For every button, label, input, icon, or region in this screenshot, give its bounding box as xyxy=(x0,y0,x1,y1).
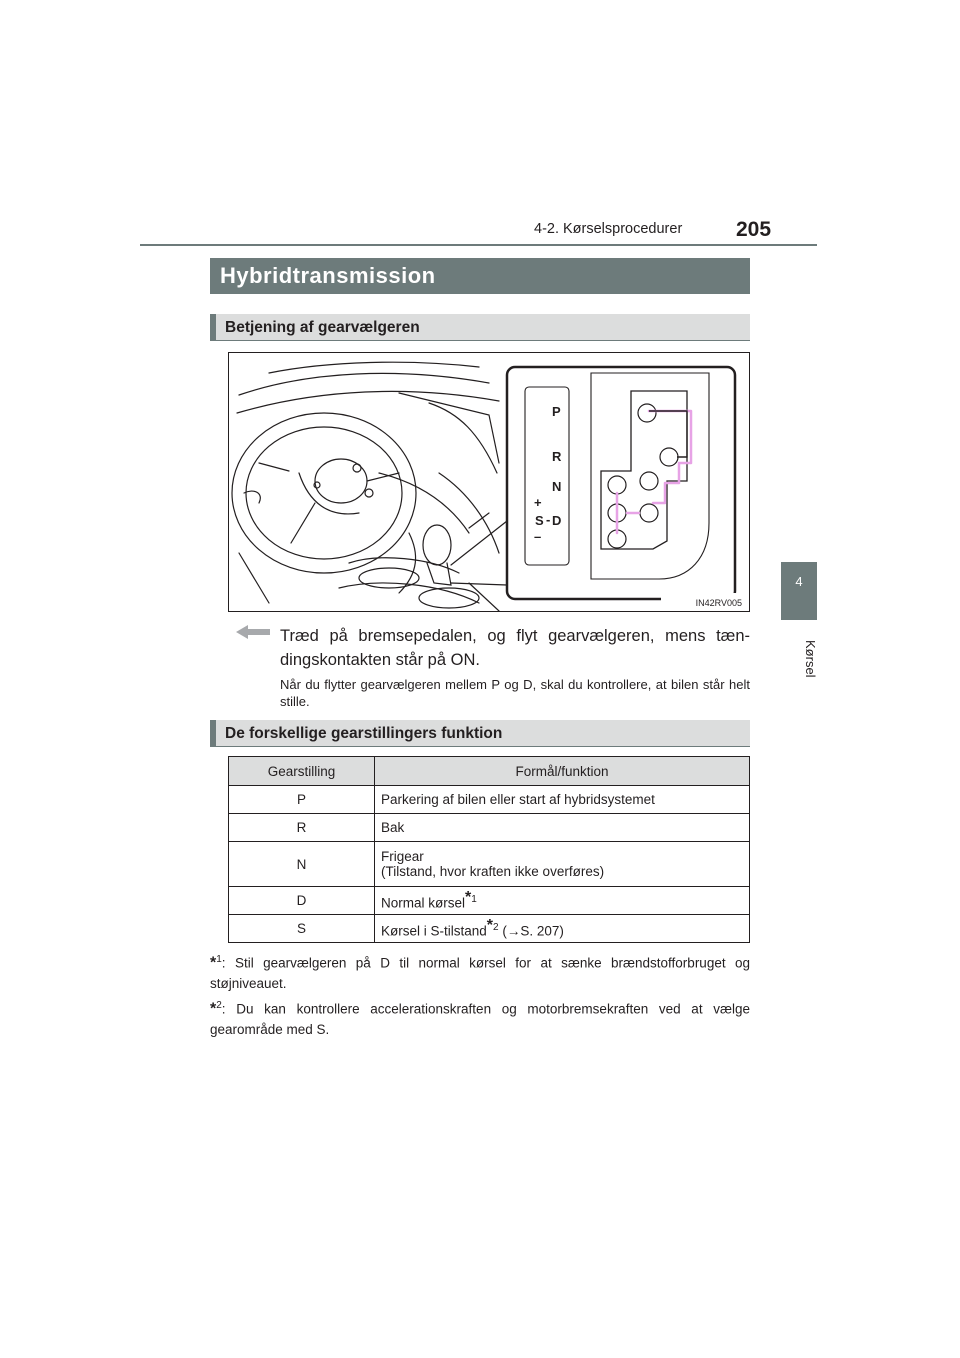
footnote-star: * xyxy=(465,889,472,907)
footnote-marker: * xyxy=(210,954,217,972)
table-cell-function xyxy=(375,842,750,887)
table-row xyxy=(229,786,750,814)
gate-label-plus: + xyxy=(534,495,542,510)
table-cell-function: Parkering af bilen eller start af hybridsystemet xyxy=(375,786,750,814)
footnote-1 xyxy=(210,950,750,994)
table-cell-position: N xyxy=(229,842,375,887)
gate-label-r: R xyxy=(552,449,562,464)
gate-label-s: S xyxy=(535,513,544,528)
gate-label-minus: – xyxy=(534,529,542,544)
chapter-header: 4-2. Kørselsprocedurer xyxy=(534,221,683,237)
footnote-marker: * xyxy=(210,1000,217,1018)
instruction-text: Træd på bremsepedalen, og flyt gearvælgeren, mens tæn-dingskontakten står på ON. xyxy=(280,627,750,669)
footnote-ref: 1 xyxy=(471,894,477,906)
chapter-tab xyxy=(781,562,817,620)
footnote-ref: 2 xyxy=(493,922,499,934)
function-text: Kørsel i S-tilstand xyxy=(381,923,487,939)
table-cell-position: R xyxy=(229,814,375,842)
cabin-illustration xyxy=(229,353,750,612)
page-reference: (→S. 207) xyxy=(498,923,564,939)
gate-label-p: P xyxy=(552,404,561,419)
table-row xyxy=(229,887,750,915)
table-cell-position: D xyxy=(229,887,375,915)
footnote-2 xyxy=(210,996,750,1040)
table-row xyxy=(229,842,750,887)
subsection-heading-operation: Betjening af gearvælgeren xyxy=(210,314,750,341)
table-cell-function xyxy=(375,887,750,915)
table-header-row xyxy=(229,757,750,786)
gear-selector-figure xyxy=(228,352,750,612)
section-title: Hybridtransmission xyxy=(210,258,750,294)
arrow-left-icon xyxy=(236,624,270,640)
table-row xyxy=(229,814,750,842)
table-cell-position: S xyxy=(229,915,375,943)
gate-label-n: N xyxy=(552,479,562,494)
column-header-position: Gearstilling xyxy=(229,757,375,786)
footnote-number: 2 xyxy=(216,1000,222,1011)
table-cell-position: P xyxy=(229,786,375,814)
subsection-heading-functions: De forskellige gearstillingers funktion xyxy=(210,720,750,747)
gate-label-dash: - xyxy=(546,512,551,527)
figure-code: IN42RV005 xyxy=(695,598,742,608)
header-rule xyxy=(140,244,817,246)
instruction-note: Når du flytter gearvælgeren mellem P og D, skal du kontrollere, at bilen står helt stille. xyxy=(280,677,750,709)
table-row xyxy=(229,915,750,943)
gear-function-table xyxy=(228,756,750,943)
footnote-text: : Stil gearvælgeren på D til normal kørsel for at sænke brændstofforbruget og støjniveauet. xyxy=(210,955,750,991)
function-line-1: Frigear xyxy=(381,849,424,864)
chapter-tab-number: 4 xyxy=(795,574,803,589)
table-cell-function: Bak xyxy=(375,814,750,842)
chapter-side-label: Kørsel xyxy=(803,640,818,678)
column-header-function: Formål/funktion xyxy=(375,757,750,786)
function-text: Normal kørsel xyxy=(381,895,466,911)
page-number: 205 xyxy=(736,218,772,241)
footnote-text: : Du kan kontrollere accelerationskraften og motorbremsekraften ved at vælge gearområde med S. xyxy=(210,1001,750,1037)
footnote-number: 1 xyxy=(216,954,222,965)
function-line-2: (Tilstand, hvor kraften ikke overføres) xyxy=(381,864,605,879)
footnote-star: * xyxy=(486,917,494,935)
table-cell-function xyxy=(375,915,750,943)
gate-label-d: D xyxy=(552,513,562,528)
